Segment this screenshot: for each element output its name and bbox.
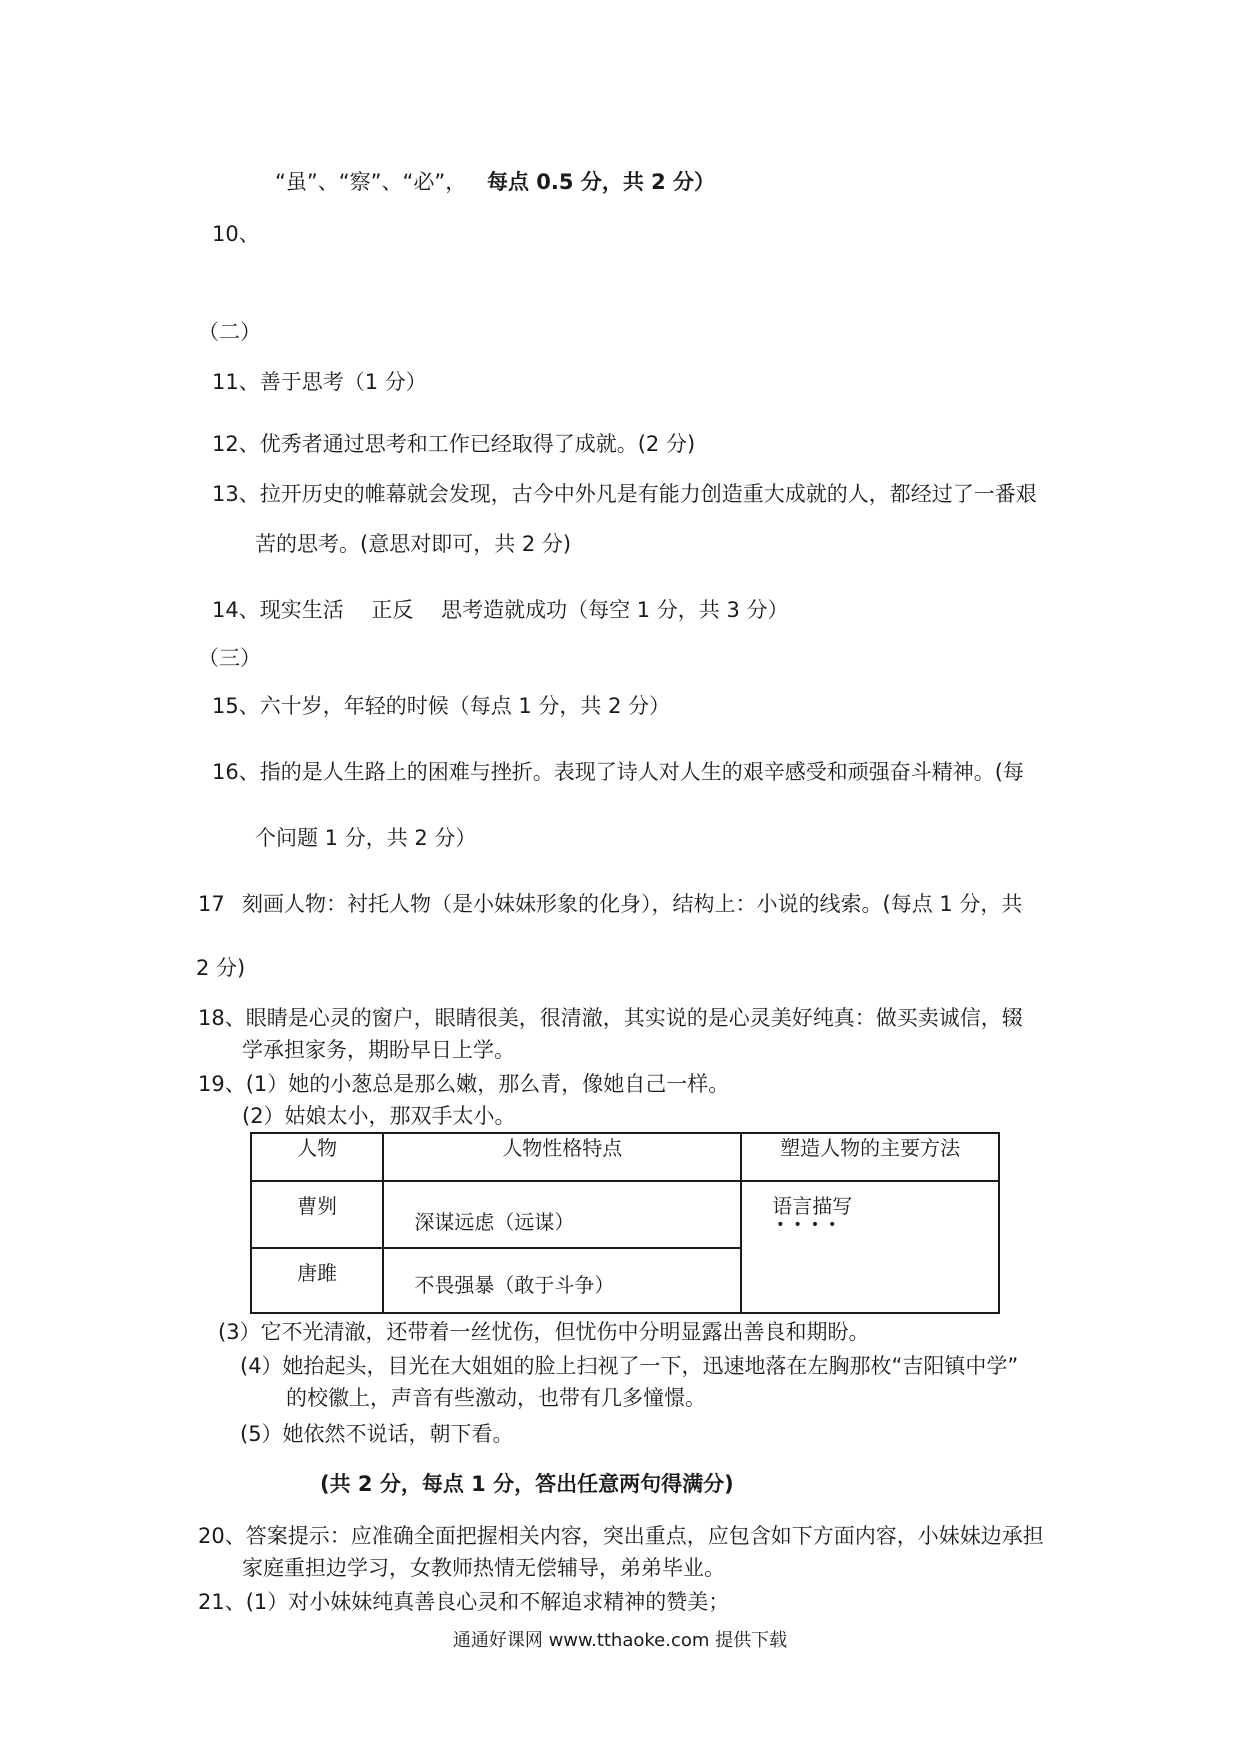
section-2-heading: （二） — [198, 320, 261, 344]
method-text: 语言描写 — [772, 1194, 853, 1218]
page-footer: 通通好课网 www.tthaoke.com 提供下载 — [452, 1630, 788, 1651]
table-cell-trait-caogui: 深谋远虑（远谋） — [383, 1181, 741, 1248]
answer-9-words: “虽”、“察”、“必”， — [275, 170, 467, 194]
answer-18-line1: 18、眼睛是心灵的窗户，眼睛很美，很清澈，其实说的是心灵美好纯真：做买卖诚信，辍 — [198, 1006, 1023, 1030]
table-header-trait: 人物性格特点 — [383, 1133, 741, 1181]
answer-16-line1: 16、指的是人生路上的困难与挫折。表现了诗人对人生的艰辛感受和顽强奋斗精神。(每 — [212, 760, 1024, 784]
answer-19-item4-line1: (4）她抬起头，目光在大姐姐的脸上扫视了一下，迅速地落在左胸那枚“吉阳镇中学” — [240, 1354, 1019, 1378]
answer-13-line1: 13、拉开历史的帷幕就会发现，古今中外凡是有能力创造重大成就的人，都经过了一番艰 — [212, 482, 1037, 506]
table-cell-person-tangju: 唐雎 — [251, 1248, 383, 1313]
answer-20-line2: 家庭重担边学习，女教师热情无偿辅导，弟弟毕业。 — [242, 1556, 725, 1580]
answer-13-line2: 苦的思考。(意思对即可，共 2 分) — [255, 532, 572, 556]
answer-18-line2: 学承担家务，期盼早日上学。 — [242, 1038, 515, 1062]
answer-15: 15、六十岁，年轻的时候（每点 1 分，共 2 分） — [212, 694, 671, 718]
answer-19-item1: 19、(1）她的小葱总是那么嫩，那么青，像她自己一样。 — [198, 1072, 730, 1096]
table-cell-method — [741, 1181, 999, 1313]
answer-9-score: 每点 0.5 分，共 2 分） — [487, 170, 716, 194]
table-header-method: 塑造人物的主要方法 — [741, 1133, 999, 1181]
answer-11: 11、善于思考（1 分） — [212, 370, 427, 394]
answer-19-score: (共 2 分，每点 1 分，答出任意两句得满分) — [320, 1472, 734, 1496]
character-table — [250, 1132, 1000, 1314]
answer-17-number: 17 — [198, 892, 225, 916]
answer-19-item2: (2）姑娘太小，那双手太小。 — [242, 1104, 516, 1128]
table-cell-person-caogui: 曹刿 — [251, 1181, 383, 1248]
answer-14: 14、现实生活 正反 思考造就成功（每空 1 分，共 3 分） — [212, 598, 789, 622]
answer-19-item5: (5）她依然不说话，朝下看。 — [240, 1422, 514, 1446]
table-header-person: 人物 — [251, 1133, 383, 1181]
answer-20-line1: 20、答案提示：应准确全面把握相关内容，突出重点，应包含如下方面内容，小妹妹边承担 — [198, 1524, 1044, 1548]
answer-16-line2: 个问题 1 分，共 2 分） — [255, 826, 477, 850]
answer-19-item3: (3）它不光清澈，还带着一丝忧伤，但忧伤中分明显露出善良和期盼。 — [218, 1320, 870, 1344]
answer-17-line2: 2 分) — [196, 956, 246, 980]
answer-19-item4-line2: 的校徽上，声音有些激动，也带有几多憧憬。 — [286, 1386, 706, 1410]
table-cell-trait-tangju: 不畏强暴（敢于斗争） — [383, 1248, 741, 1313]
answer-12: 12、优秀者通过思考和工作已经取得了成就。(2 分) — [212, 432, 696, 456]
emphasis-dots: •••• — [776, 1217, 846, 1233]
answer-10: 10、 — [212, 222, 260, 246]
answer-17-line1: 刻画人物：衬托人物（是小妹妹形象的化身），结构上：小说的线索。(每点 1 分，共 — [242, 892, 1023, 916]
answer-21-item1: 21、(1）对小妹妹纯真善良心灵和不解追求精神的赞美； — [198, 1590, 730, 1614]
section-3-heading: （三） — [198, 646, 261, 670]
